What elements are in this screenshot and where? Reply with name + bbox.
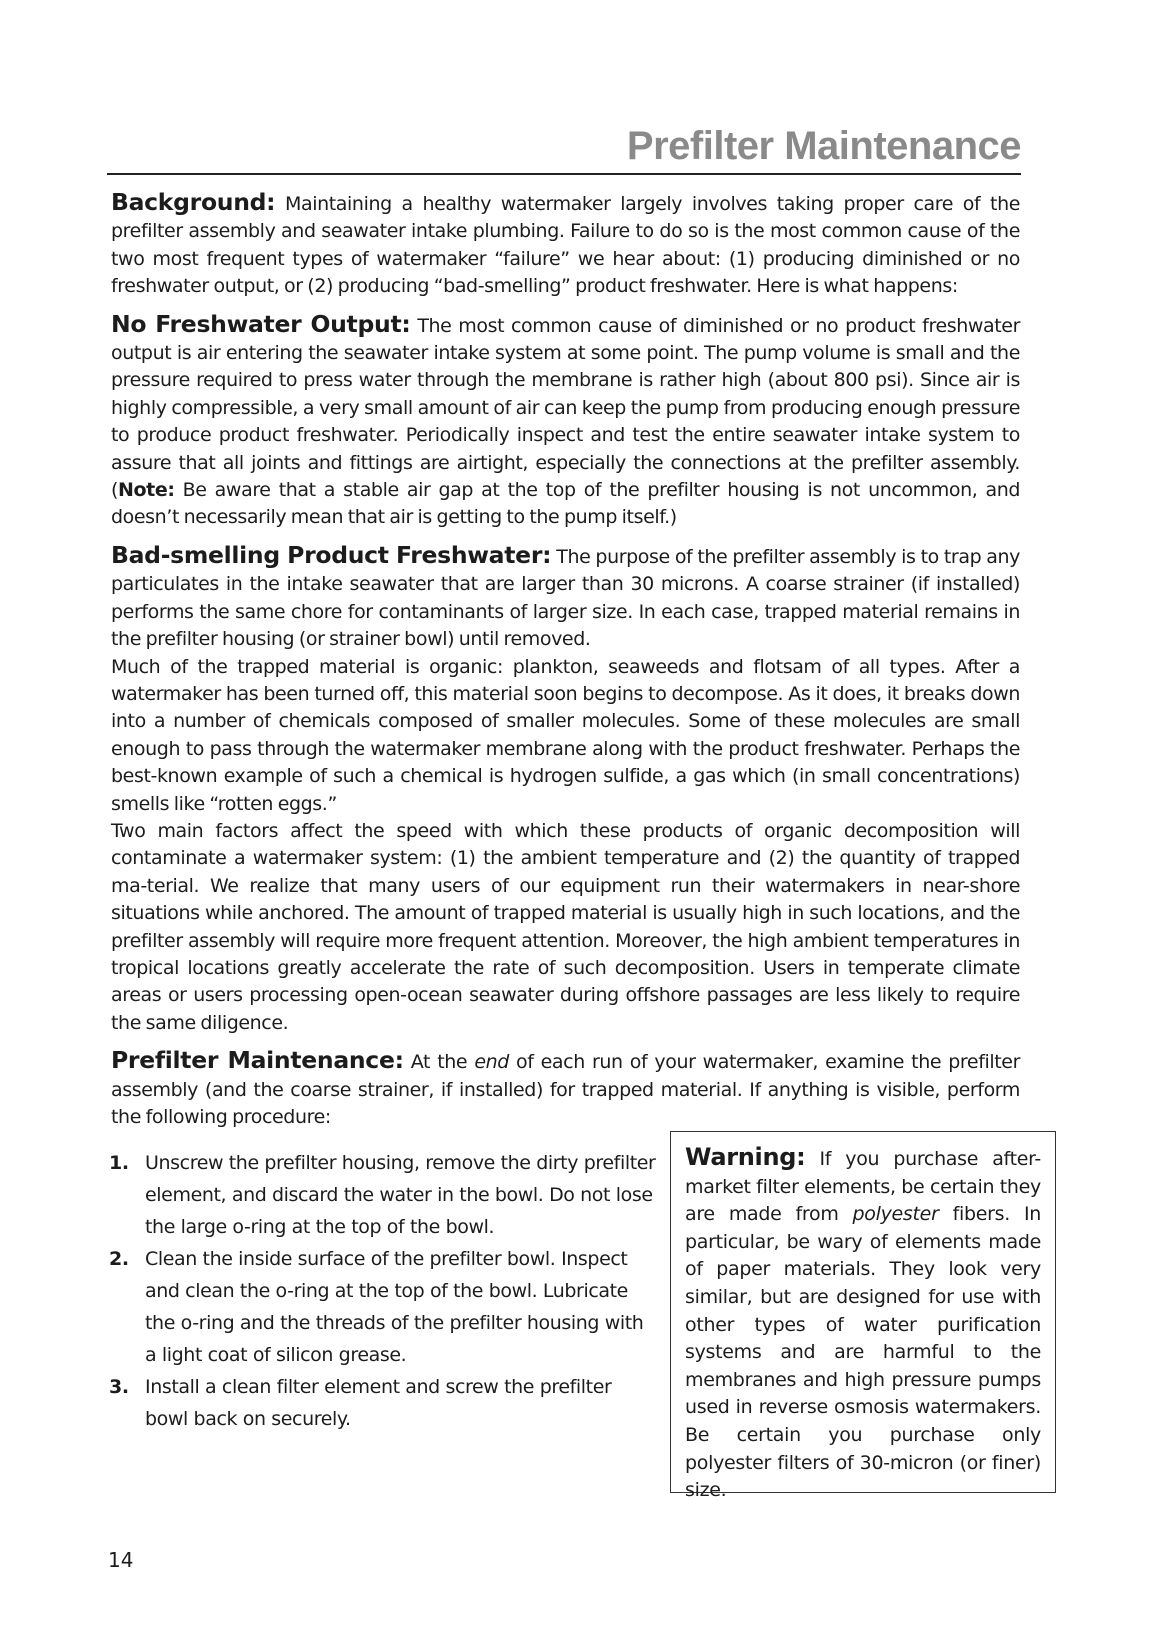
main-content bbox=[111, 189, 1020, 1131]
procedure-step bbox=[107, 1243, 657, 1371]
bad-smell-heading: Bad-smelling Product Freshwater: bbox=[111, 540, 552, 569]
page-number: 14 bbox=[108, 1548, 134, 1572]
decomposition-paragraph: Much of the trapped material is organic: plankton, seaweeds and flotsam of all types. After a watermaker has been turned off, this material soon begins to decompose. As it does, it breaks down into a number of chemicals composed of smaller molecules. Some of these molecules are small enough to pass through the watermaker membrane along with the product freshwater. Perhaps the best-known example of such a chemical is hydrogen sulfide, a gas which (in small concentrations) smells like “rotten eggs.” bbox=[111, 655, 1020, 815]
step-text: Install a clean filter element and screw the prefilter bowl back on securely. bbox=[145, 1376, 612, 1430]
warning-text-after: fibers. In particular, be wary of elements made of paper materials. They look very similar, but are designed for use with other types of water purification systems and are harmful to the membranes and high pressure pumps used in reverse osmosis watermakers. Be certain you purchase only polyester filters of 30-micron (or finer) size. bbox=[685, 1203, 1041, 1502]
warning-text-emphasis: polyester bbox=[852, 1203, 939, 1226]
step-text: Unscrew the prefilter housing, remove the dirty prefilter element, and discard the water in the bowl. Do not lose the large o-ring at the top of the bowl. bbox=[145, 1152, 656, 1238]
warning-text-before: If you purchase after-market filter elements, be certain they are made from bbox=[685, 1148, 1041, 1226]
maintenance-text-after: of each run of your watermaker, examine the prefilter assembly (and the coarse strainer, if installed) for trapped material. If anything is visible, perform the following procedure: bbox=[111, 1051, 1021, 1128]
procedure-step bbox=[107, 1371, 657, 1435]
no-output-paragraph bbox=[111, 311, 1020, 532]
bad-smell-text: The purpose of the prefilter assembly is to trap any particulates in the intake seawater that are larger than 30 microns. A coarse strainer (if installed) performs the same chore for contaminants of larger size. In each case, trapped material remains in the prefilter housing (or strainer bowl) until removed. bbox=[111, 545, 1021, 651]
note-open-paren: ( bbox=[111, 479, 119, 502]
procedure-steps bbox=[107, 1147, 657, 1435]
note-label: Note: bbox=[118, 479, 175, 502]
maintenance-paragraph bbox=[111, 1047, 1020, 1131]
maintenance-heading: Prefilter Maintenance: bbox=[111, 1046, 404, 1075]
step-number: 3. bbox=[109, 1376, 129, 1398]
warning-heading: Warning: bbox=[685, 1143, 806, 1171]
page-title: Prefilter Maintenance bbox=[626, 124, 1021, 168]
maintenance-text-emphasis: end bbox=[474, 1051, 509, 1074]
step-number: 2. bbox=[109, 1248, 129, 1270]
maintenance-text-before: At the bbox=[410, 1051, 468, 1074]
procedure-section bbox=[107, 1147, 657, 1435]
background-text: Maintaining a healthy watermaker largely involves taking proper care of the prefilter assembly and seawater intake plumbing. Failure to do so is the most common cause of the two most frequent types of watermaker “failure” we hear about: (1) producing diminished or no freshwater output, or (2) producing “bad-smelling” product freshwater. Here is what happens: bbox=[111, 193, 1020, 298]
no-output-text: The most common cause of diminished or no product freshwater output is air entering the seawater intake system at some point. The pump volume is small and the pressure required to press water through the membrane is rather high (about 800 psi). Since air is highly compressible, a very small amount of air can keep the pump from producing enough pressure to produce product freshwater. Periodically inspect and test the entire seawater intake system to assure that all joints and fittings are airtight, especially the connections at the prefilter assembly. bbox=[111, 314, 1021, 474]
note-text: Be aware that a stable air gap at the top of the prefilter housing is not uncommon, and doesn’t necessarily mean that air is getting to the pump itself.) bbox=[111, 479, 1020, 529]
factors-paragraph: Two main factors affect the speed with which these products of organic decomposition will contaminate a watermaker system: (1) the ambient temperature and (2) the quantity of trapped ma-terial. We realize that many users of our equipment run their watermakers in near-shore situations while anchored. The amount of trapped material is usually high in such locations, and the prefilter assembly will require more frequent attention. Moreover, the high ambient temperatures in tropical locations greatly accelerate the rate of such decomposition. Users in temperate climate areas or users processing open-ocean seawater during offshore passages are less likely to require the same diligence. bbox=[111, 819, 1020, 1034]
title-divider bbox=[107, 173, 1021, 175]
background-paragraph bbox=[111, 189, 1020, 301]
procedure-step bbox=[107, 1147, 657, 1243]
step-number: 1. bbox=[109, 1152, 129, 1174]
warning-box bbox=[670, 1131, 1056, 1502]
step-text: Clean the inside surface of the prefilter bowl. Inspect and clean the o-ring at the top of the bowl. Lubricate the o-ring and the threads of the prefilter housing with a light coat of silicon grease. bbox=[145, 1248, 644, 1366]
background-heading: Background: bbox=[111, 188, 276, 216]
bad-smell-paragraph bbox=[111, 542, 1020, 654]
no-output-heading: No Freshwater Output: bbox=[111, 309, 411, 338]
